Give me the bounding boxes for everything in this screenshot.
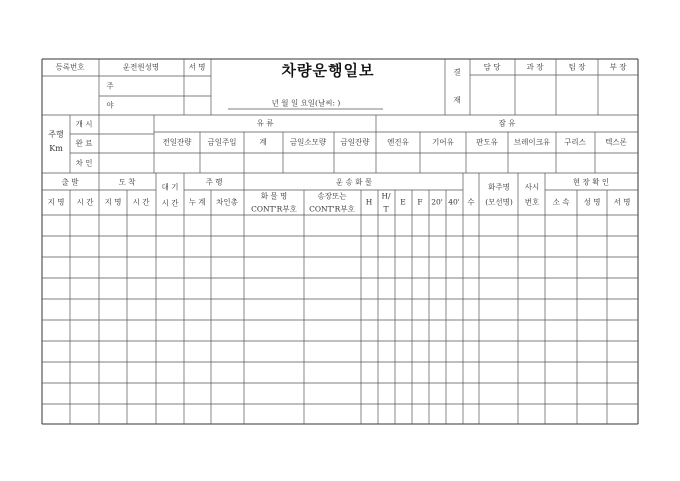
night-shift-label: 야 [106, 100, 114, 110]
oil-title: 잡 유 [498, 118, 516, 128]
log-diff: 차인총 [216, 197, 238, 207]
log-dept: 소 속 [552, 197, 570, 207]
log-cumulative: 누 계 [188, 197, 206, 207]
log-case-line2: 번호 [524, 197, 540, 207]
log-cargo-name-2: CONT'R부호 [251, 204, 297, 214]
document-title: 차량운행일보 [281, 61, 375, 80]
reg-no-label: 등록번호 [55, 62, 85, 72]
log-waybill-1: 송장또는 [317, 191, 347, 201]
log-20ft: 20' [431, 197, 443, 207]
log-arr-place: 지 명 [104, 197, 122, 207]
fuel-col-added: 금일주입 [207, 137, 237, 147]
date-line: 년 월 일 요일(날씨: ) [271, 98, 341, 108]
approval-role-team-lead: 팀 장 [568, 62, 586, 72]
log-arr-time: 시 간 [132, 197, 150, 207]
log-wait-line2: 시 간 [161, 198, 179, 208]
oil-col-gear: 기어유 [432, 137, 454, 147]
log-ht-1: H/ [381, 191, 391, 201]
log-cargo-name-1: 화 물 명 [260, 191, 288, 201]
log-shipper: 화주명 [488, 182, 510, 192]
oil-col-engine: 엔진유 [387, 137, 409, 147]
log-waybill-2: CONT'R부호 [309, 204, 355, 214]
day-shift-label: 주 [106, 81, 114, 91]
log-arrival: 도 착 [118, 177, 136, 187]
oil-col-pando: 판도유 [476, 137, 498, 147]
approval-role-manager: 과 장 [526, 62, 544, 72]
driver-name-label: 운전원성명 [122, 62, 160, 72]
log-case-line1: 사시 [524, 182, 540, 192]
fuel-title: 유 류 [256, 118, 274, 128]
approval-role-director: 부 장 [609, 62, 627, 72]
log-40ft: 40' [448, 197, 460, 207]
fuel-col-consumed: 금일소모량 [289, 137, 327, 147]
log-f: F [417, 197, 423, 207]
log-dep-place: 지 명 [47, 197, 65, 207]
log-h: H [365, 197, 373, 207]
log-wait-line1: 대 기 [161, 182, 179, 192]
fuel-col-prev: 전일잔량 [162, 137, 192, 147]
mileage-end: 완 료 [75, 138, 93, 148]
log-cargo: 운 송 화 물 [335, 177, 373, 187]
sign-label: 서 명 [188, 62, 206, 72]
fuel-col-remaining: 금일잔량 [340, 137, 370, 147]
log-ht-2: T [383, 204, 389, 214]
log-departure: 출 발 [61, 177, 79, 187]
log-shipper-sub: (모선명) [485, 197, 513, 207]
oil-col-brake: 브레이크유 [513, 137, 551, 147]
approval-label-top: 결 [453, 67, 461, 77]
mileage-diff: 차 인 [75, 158, 93, 168]
log-driving: 주 행 [205, 177, 223, 187]
log-e: E [400, 197, 406, 207]
mileage-label-line1: 주행 [48, 130, 64, 139]
oil-col-grease: 구리스 [564, 137, 586, 147]
log-site-check: 현 장 확 인 [572, 177, 610, 187]
log-dep-time: 시 간 [76, 197, 94, 207]
log-person-name: 성 명 [583, 197, 601, 207]
log-signature: 서 명 [613, 197, 631, 207]
mileage-label-line2: Km [49, 144, 63, 153]
approval-label-bottom: 재 [453, 95, 461, 105]
mileage-start: 개 시 [75, 119, 93, 129]
oil-col-texron: 텍스론 [605, 137, 627, 147]
fuel-col-total: 계 [259, 137, 267, 147]
log-count: 수 [467, 197, 475, 207]
approval-role-staff: 담 당 [483, 62, 501, 72]
